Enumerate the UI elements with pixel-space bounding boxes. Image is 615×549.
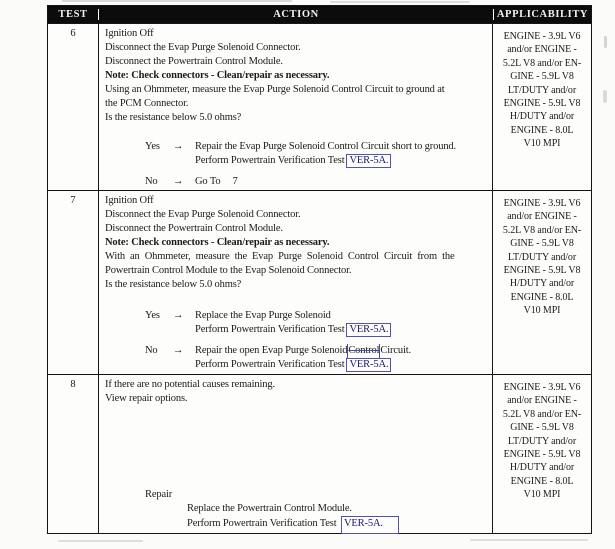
no-action-struck-text: Control [348,345,380,356]
test-number: 8 [70,379,76,390]
applicability-line: ENGINE - 5.9L V8 [503,449,581,461]
arrow-icon: → [173,141,184,152]
test-number: 7 [70,195,76,206]
action-line: Disconnect the Evap Purge Solenoid Connector. [105,209,301,220]
verify-text: Perform Powertrain Verification Test [195,359,345,370]
header-applicability: APPLICABILITY [493,9,591,20]
applicability-line: V10 MPI [523,138,561,150]
action-line: Disconnect the Powertrain Control Module. [105,56,283,67]
verify-line [105,323,487,337]
verify-line [105,154,487,168]
arrow-icon: → [173,310,184,321]
repair-action-text: Replace the Powertrain Control Module. [187,503,352,514]
action-note-line: Note: Check connectors - Clean/repair as necessary. [105,237,330,248]
yes-label: Yes [145,141,160,152]
table-header-row [48,6,591,23]
applicability-line: 5.2L V8 and/or EN- [502,57,582,69]
header-test: TEST [58,9,88,20]
no-label: No [145,345,158,356]
applicability-cell [492,24,591,190]
action-line: View repair options. [105,393,188,404]
action-line: Is the resistance below 5.0 ohms? [105,279,242,290]
applicability-line: V10 MPI [523,305,561,317]
applicability-line: and/or ENGINE - [507,44,577,56]
action-line: the PCM Connector. [105,98,189,109]
applicability-line: and/or ENGINE - [507,395,577,407]
applicability-line: LT/DUTY and/or [507,435,577,447]
action-line: With an Ohmmeter, measure the Evap Purge Solenoid Control Circuit from the [105,251,455,262]
action-line: Ignition Off [105,195,154,206]
applicability-line: V10 MPI [523,489,561,501]
applicability-line: GINE - 5.9L V8 [510,422,574,434]
applicability-line: GINE - 5.9L V8 [510,71,574,83]
action-line: Using an Ohmmeter, measure the Evap Purge Solenoid Control Circuit to ground at [105,84,445,95]
scan-artifact [58,540,143,542]
scan-artifact [470,539,588,541]
verify-line [187,516,487,534]
ver-5a-link[interactable]: VER-5A. [346,323,391,337]
scan-artifact [603,90,607,103]
table-row-test-6 [48,23,591,190]
no-branch [105,344,487,358]
arrow-icon: → [173,345,184,356]
verify-text: Perform Powertrain Verification Test [187,518,337,529]
applicability-line: ENGINE - 5.9L V8 [503,265,581,277]
goto-text: Go To [195,176,221,187]
decision-block [105,309,487,372]
no-action-text: Repair the open Evap Purge Solenoid [195,345,348,356]
table-row-test-8 [48,374,591,533]
verify-text: Perform Powertrain Verification Test [195,155,345,166]
action-line: Disconnect the Evap Purge Solenoid Connector. [105,42,301,53]
action-line: Ignition Off [105,28,154,39]
verify-line [105,358,487,372]
applicability-line: ENGINE - 8.0L [510,475,574,487]
action-line: Powertrain Control Module to the Evap Solenoid Connector. [105,265,352,276]
goto-target[interactable]: 7 [232,176,238,187]
action-line: Disconnect the Powertrain Control Module. [105,223,283,234]
arrow-icon: → [173,176,184,187]
action-note-line: Note: Check connectors - Clean/repair as necessary. [105,70,330,81]
ver-5a-link[interactable]: VER-5A. [341,516,399,534]
applicability-line: and/or ENGINE - [507,211,577,223]
action-line: If there are no potential causes remaining. [105,379,275,390]
applicability-line: ENGINE - 3.9L V6 [503,198,581,209]
decision-block [105,140,487,189]
scan-artifact [604,36,607,48]
yes-action-text: Repair the Evap Purge Solenoid Control Circuit short to ground. [195,141,456,152]
ver-5a-link[interactable]: VER-5A. [346,358,391,372]
action-cell [98,24,492,190]
applicability-line: LT/DUTY and/or [507,251,577,263]
yes-action-text: Replace the Evap Purge Solenoid [195,310,331,321]
test-number: 6 [70,28,76,39]
no-branch [105,175,487,189]
no-label: No [145,176,158,187]
ver-5a-link[interactable]: VER-5A. [346,154,391,168]
applicability-line: ENGINE - 3.9L V6 [503,382,581,393]
verify-text: Perform Powertrain Verification Test [195,324,345,335]
applicability-line: GINE - 5.9L V8 [510,238,574,250]
no-action-text-end: Circuit. [380,345,411,356]
applicability-line: ENGINE - 5.9L V8 [503,98,581,110]
applicability-line: 5.2L V8 and/or EN- [502,224,582,236]
decision-block [105,488,487,534]
diagnostic-test-table [47,5,592,534]
header-action: ACTION [98,9,493,20]
applicability-line: H/DUTY and/or [509,278,575,290]
applicability-line: 5.2L V8 and/or EN- [502,408,582,420]
applicability-cell [492,375,591,533]
table-row-test-7 [48,190,591,374]
action-cell [98,375,492,533]
applicability-line: H/DUTY and/or [509,462,575,474]
applicability-line: ENGINE - 3.9L V6 [503,31,581,42]
applicability-line: ENGINE - 8.0L [510,291,574,303]
yes-branch [105,309,487,323]
yes-label: Yes [145,310,160,321]
yes-branch [105,140,487,154]
repair-label: Repair [145,489,173,500]
applicability-line: LT/DUTY and/or [507,84,577,96]
scan-artifact [62,0,292,2]
scan-artifact [330,1,470,3]
applicability-line: H/DUTY and/or [509,111,575,123]
action-line: Is the resistance below 5.0 ohms? [105,112,242,123]
action-cell [98,191,492,374]
applicability-cell [492,191,591,374]
applicability-line: ENGINE - 8.0L [510,124,574,136]
